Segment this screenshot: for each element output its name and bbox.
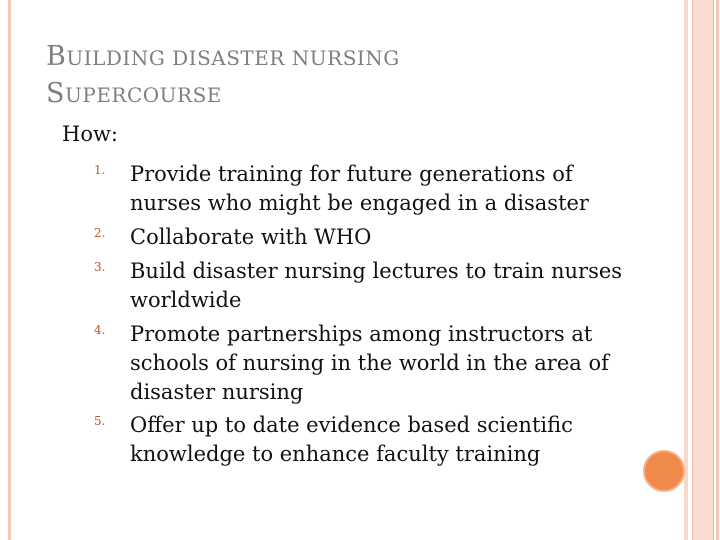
title-line-2-rest: UPERCOURSE <box>65 83 222 107</box>
list-item-number: 1. <box>94 163 106 177</box>
right-decorative-stripe-inner <box>684 0 688 540</box>
list-item-number: 3. <box>94 260 106 274</box>
list-item-text: Build disaster nursing lectures to train nurses worldwide <box>130 259 623 312</box>
slide-title <box>46 40 646 114</box>
right-decorative-stripe-outer <box>716 0 719 540</box>
list-item-text: Provide training for future generations of nurses who might be engaged in a disaster <box>130 162 589 215</box>
list-item-number: 4. <box>94 323 106 337</box>
title-line-1-rest: UILDING DISASTER NURSING <box>66 46 400 70</box>
accent-circle-icon <box>643 450 685 492</box>
how-label: How: <box>62 122 119 146</box>
title-line-1-initial: B <box>46 41 67 72</box>
right-decorative-band <box>692 0 714 540</box>
list-item-text: Offer up to date evidence based scientific knowledge to enhance faculty training <box>130 413 573 466</box>
title-line-2-initial: S <box>46 78 65 109</box>
list-item-text: Promote partnerships among instructors at schools of nursing in the world in the area of disaster nursing <box>130 322 609 404</box>
list-item-text: Collaborate with WHO <box>130 225 372 249</box>
list-item-number: 2. <box>94 226 106 240</box>
left-decorative-border <box>8 0 11 540</box>
list-item-number: 5. <box>94 414 106 428</box>
title-line-2 <box>46 77 646 114</box>
title-line-1 <box>46 40 646 77</box>
